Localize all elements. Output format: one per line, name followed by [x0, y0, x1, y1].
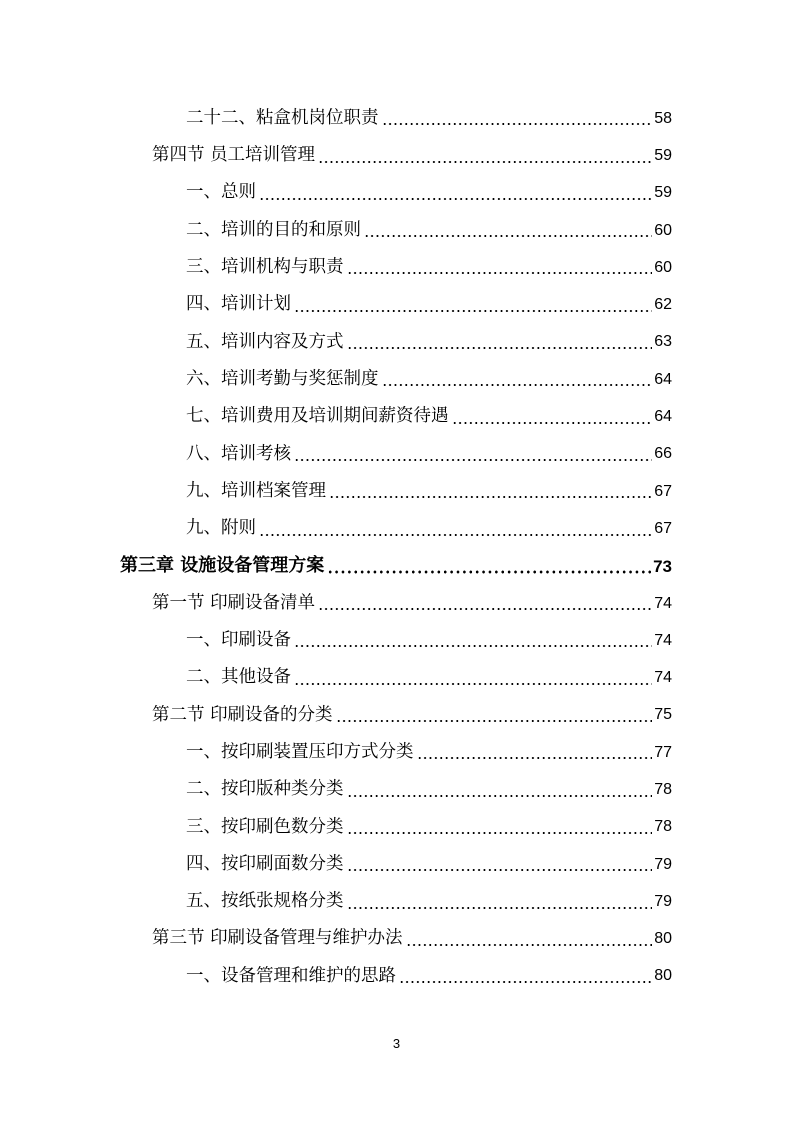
toc-dot-leader: [347, 346, 653, 350]
toc-entry-title: 四、培训计划: [186, 294, 291, 315]
toc-dot-leader: [347, 271, 653, 275]
toc-entry-page: 74: [654, 669, 672, 687]
page-number: 3: [392, 1036, 401, 1051]
toc-dot-leader: [452, 421, 653, 425]
toc-entry-page: 73: [653, 556, 672, 576]
toc-entry-title: 九、附则: [186, 518, 256, 539]
toc-entry-title: 一、总则: [186, 182, 256, 203]
toc-entry-title: 五、培训内容及方式: [186, 331, 344, 352]
toc-chapter-entry[interactable]: [0, 548, 793, 585]
toc-entry-title: 二、培训的目的和原则: [186, 219, 361, 240]
toc-entry-title: 第三章 设施设备管理方案: [120, 555, 325, 577]
toc-entry-page: 67: [654, 482, 672, 500]
toc-entry-title: 第一节 印刷设备清单: [152, 592, 316, 613]
toc-entry-title: 一、印刷设备: [186, 630, 291, 651]
toc-entry-page: 80: [654, 930, 672, 948]
toc-dot-leader: [364, 234, 652, 238]
toc-dot-leader: [329, 495, 652, 499]
toc-entry-page: 66: [654, 445, 672, 463]
toc-entry-page: 74: [654, 594, 672, 612]
toc-entry-title: 八、培训考核: [186, 443, 291, 464]
toc-entry[interactable]: [0, 286, 793, 323]
table-of-contents: [0, 100, 793, 995]
toc-entry[interactable]: [0, 324, 793, 361]
toc-entry-page: 80: [654, 967, 672, 985]
toc-entry-title: 二、其他设备: [186, 667, 291, 688]
toc-entry-title: 第三节 印刷设备管理与维护办法: [152, 928, 403, 949]
toc-entry-page: 60: [654, 221, 672, 239]
toc-dot-leader: [294, 309, 652, 313]
toc-entry[interactable]: [0, 622, 793, 659]
toc-dot-leader: [259, 533, 652, 537]
toc-entry[interactable]: [0, 137, 793, 174]
toc-entry-page: 77: [654, 743, 672, 761]
toc-entry[interactable]: [0, 809, 793, 846]
toc-dot-leader: [318, 607, 652, 611]
toc-dot-leader: [318, 160, 652, 164]
toc-entry-title: 一、按印刷装置压印方式分类: [186, 741, 414, 762]
toc-entry-page: 78: [654, 780, 672, 798]
toc-entry[interactable]: [0, 883, 793, 920]
toc-entry[interactable]: [0, 100, 793, 137]
toc-entry-title: 五、按纸张规格分类: [186, 891, 344, 912]
toc-dot-leader: [347, 831, 653, 835]
toc-entry-page: 62: [654, 296, 672, 314]
toc-entry-page: 79: [654, 855, 672, 873]
toc-dot-leader: [259, 197, 652, 201]
toc-dot-leader: [294, 458, 652, 462]
toc-entry-title: 七、培训费用及培训期间薪资待遇: [186, 406, 449, 427]
toc-entry-page: 75: [654, 706, 672, 724]
toc-entry[interactable]: [0, 398, 793, 435]
toc-entry[interactable]: [0, 585, 793, 622]
toc-entry[interactable]: [0, 436, 793, 473]
toc-entry-title: 三、培训机构与职责: [186, 257, 344, 278]
toc-entry-page: 79: [654, 892, 672, 910]
toc-dot-leader: [294, 682, 652, 686]
toc-dot-leader: [382, 383, 653, 387]
toc-entry[interactable]: [0, 846, 793, 883]
toc-dot-leader: [336, 719, 653, 723]
toc-entry-title: 二十二、粘盒机岗位职责: [186, 107, 379, 128]
toc-dot-leader: [417, 756, 653, 760]
toc-entry[interactable]: [0, 659, 793, 696]
toc-entry-page: 60: [654, 258, 672, 276]
toc-dot-leader: [347, 868, 653, 872]
toc-entry-title: 六、培训考勤与奖惩制度: [186, 368, 379, 389]
toc-entry[interactable]: [0, 212, 793, 249]
toc-entry-title: 二、按印版种类分类: [186, 779, 344, 800]
toc-dot-leader: [399, 980, 652, 984]
toc-entry-title: 第二节 印刷设备的分类: [152, 704, 333, 725]
toc-entry-title: 九、培训档案管理: [186, 480, 326, 501]
toc-entry-page: 58: [654, 109, 672, 127]
toc-entry-title: 第四节 员工培训管理: [152, 145, 316, 166]
toc-dot-leader: [347, 794, 653, 798]
toc-entry-page: 67: [654, 519, 672, 537]
toc-dot-leader: [347, 906, 653, 910]
toc-dot-leader: [294, 644, 652, 648]
toc-entry-page: 63: [654, 333, 672, 351]
toc-entry[interactable]: [0, 361, 793, 398]
toc-dot-leader: [406, 943, 653, 947]
toc-entry[interactable]: [0, 958, 793, 995]
toc-entry-page: 59: [654, 184, 672, 202]
toc-entry[interactable]: [0, 510, 793, 547]
toc-entry-page: 59: [654, 146, 672, 164]
toc-entry[interactable]: [0, 734, 793, 771]
toc-entry-page: 64: [654, 370, 672, 388]
toc-entry[interactable]: [0, 697, 793, 734]
toc-entry-title: 一、设备管理和维护的思路: [186, 965, 396, 986]
toc-entry-page: 78: [654, 818, 672, 836]
toc-entry-page: 74: [654, 631, 672, 649]
toc-entry[interactable]: [0, 771, 793, 808]
toc-entry[interactable]: [0, 249, 793, 286]
toc-dot-leader: [327, 570, 651, 574]
toc-entry[interactable]: [0, 473, 793, 510]
toc-entry-page: 64: [654, 408, 672, 426]
toc-entry[interactable]: [0, 175, 793, 212]
toc-entry-title: 三、按印刷色数分类: [186, 816, 344, 837]
toc-dot-leader: [382, 122, 653, 126]
toc-entry-title: 四、按印刷面数分类: [186, 853, 344, 874]
toc-entry[interactable]: [0, 921, 793, 958]
